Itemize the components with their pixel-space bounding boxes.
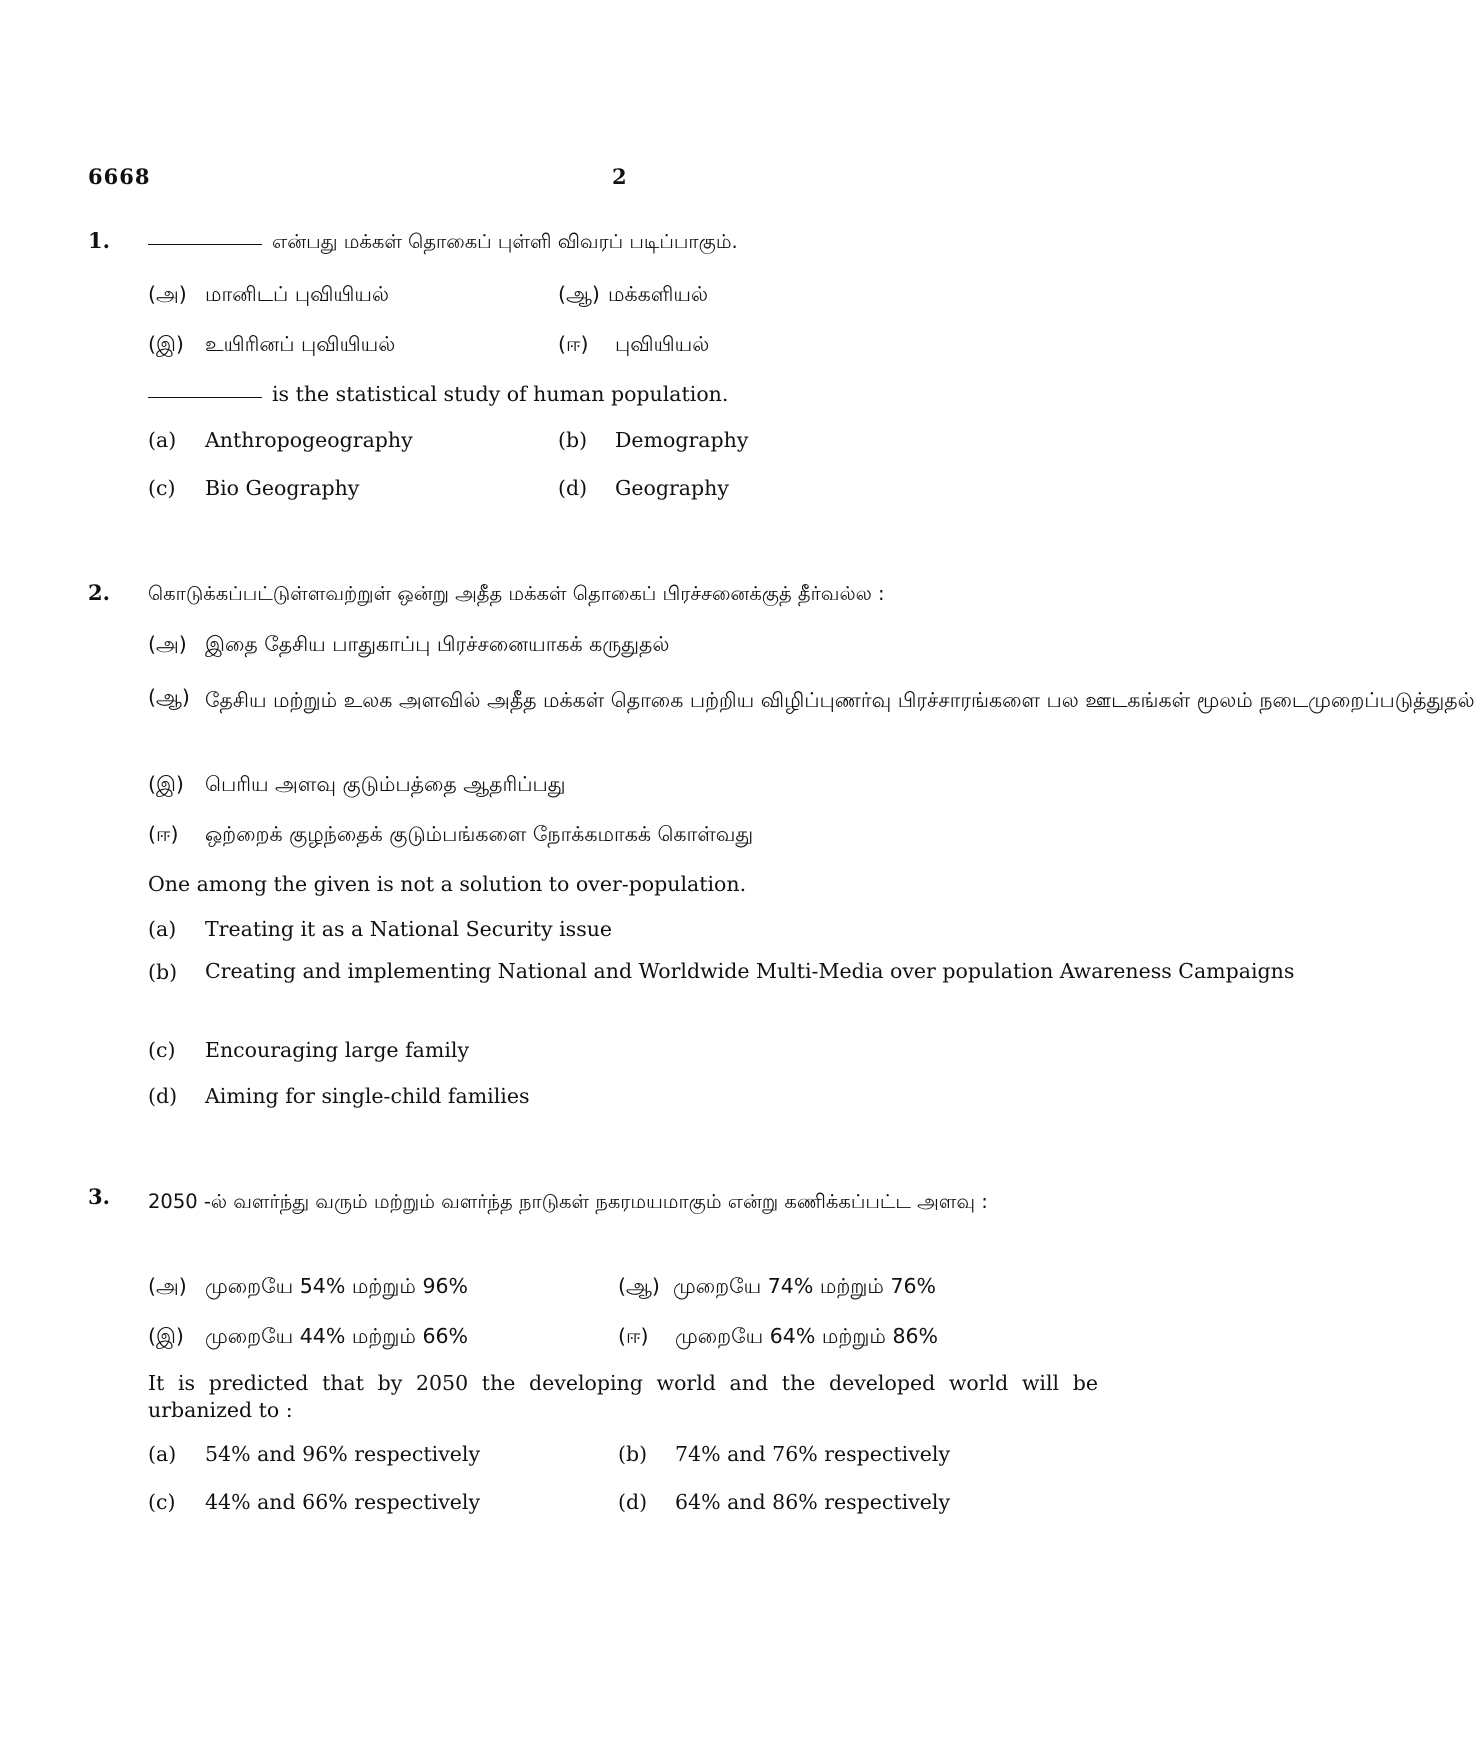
question-3-english-stem: It is predicted that by 2050 the developing world and the developed world will be urbanized to : xyxy=(148,1371,1098,1422)
q2-en-option-c: (c) Encouraging large family xyxy=(148,1038,470,1062)
question-1-english-stem: is the statistical study of human population. xyxy=(148,380,1098,408)
q1-ta-option-b: (ஆ) மக்களியல் xyxy=(558,282,708,306)
q1-en-option-b: (b) Demography xyxy=(558,428,749,452)
q3-ta-option-c: (இ) முறையே 44% மற்றும் 66% xyxy=(148,1324,469,1348)
q3-en-option-d: (d) 64% and 86% respectively xyxy=(618,1490,951,1514)
page-number: 2 xyxy=(612,164,627,189)
question-2-english-stem: One among the given is not a solution to over-population. xyxy=(148,872,747,896)
q2-ta-option-d: (ஈ) ஒற்றைக் குழந்தைக் குடும்பங்களை நோக்கமாகக் கொள்வது xyxy=(148,822,754,846)
q3-ta-option-d: (ஈ) முறையே 64% மற்றும் 86% xyxy=(618,1324,939,1348)
q1-en-option-a: (a) Anthropogeography xyxy=(148,428,413,452)
question-3-tamil-stem: 2050 -ல் வளர்ந்து வரும் மற்றும் வளர்ந்த நாடுகள் நகரமயமாகும் என்று கணிக்கப்பட்ட அளவு : xyxy=(148,1190,988,1213)
answer-blank xyxy=(148,244,262,245)
q2-ta-option-b: (ஆ) தேசிய மற்றும் உலக அளவில் அதீத மக்கள் தொகை பற்றிய விழிப்புணர்வு பிரச்சாரங்களை பல ஊடகங்கள் மூலம் நடைமுறைப்படுத்துதல் xyxy=(148,685,1475,712)
q2-en-option-b: (b) Creating and implementing National and Worldwide Multi-Media over population Awareness Campaigns xyxy=(148,959,1295,984)
q2-en-option-d: (d) Aiming for single-child families xyxy=(148,1084,530,1108)
q3-ta-option-b: (ஆ) முறையே 74% மற்றும் 76% xyxy=(618,1274,937,1298)
q1-ta-option-c: (இ) உயிரினப் புவியியல் xyxy=(148,332,396,356)
q3-ta-option-a: (அ) முறையே 54% மற்றும் 96% xyxy=(148,1274,469,1298)
question-3-number: 3. xyxy=(88,1184,110,1209)
question-1-number: 1. xyxy=(88,228,110,253)
q2-ta-option-a: (அ) இதை தேசிய பாதுகாப்பு பிரச்சனையாகக் கருதுதல் xyxy=(148,632,670,656)
q1-en-option-c: (c) Bio Geography xyxy=(148,476,360,500)
question-1-tamil-stem: என்பது மக்கள் தொகைப் புள்ளி விவரப் படிப்பாகும். xyxy=(148,228,1098,256)
q1-ta-option-d: (ஈ) புவியியல் xyxy=(558,332,710,356)
question-2-number: 2. xyxy=(88,580,110,605)
q3-en-option-b: (b) 74% and 76% respectively xyxy=(618,1442,951,1466)
q2-ta-option-c: (இ) பெரிய அளவு குடும்பத்தை ஆதரிப்பது xyxy=(148,772,566,796)
q3-en-option-a: (a) 54% and 96% respectively xyxy=(148,1442,481,1466)
q1-ta-option-a: (அ) மானிடப் புவியியல் xyxy=(148,282,390,306)
q1-en-option-d: (d) Geography xyxy=(558,476,729,500)
q2-en-option-a: (a) Treating it as a National Security issue xyxy=(148,917,613,941)
question-2-tamil-stem: கொடுக்கப்பட்டுள்ளவற்றுள் ஒன்று அதீத மக்கள் தொகைப் பிரச்சனைக்குத் தீர்வல்ல : xyxy=(148,582,885,605)
answer-blank xyxy=(148,397,262,398)
paper-code: 6668 xyxy=(88,164,151,189)
q3-en-option-c: (c) 44% and 66% respectively xyxy=(148,1490,481,1514)
